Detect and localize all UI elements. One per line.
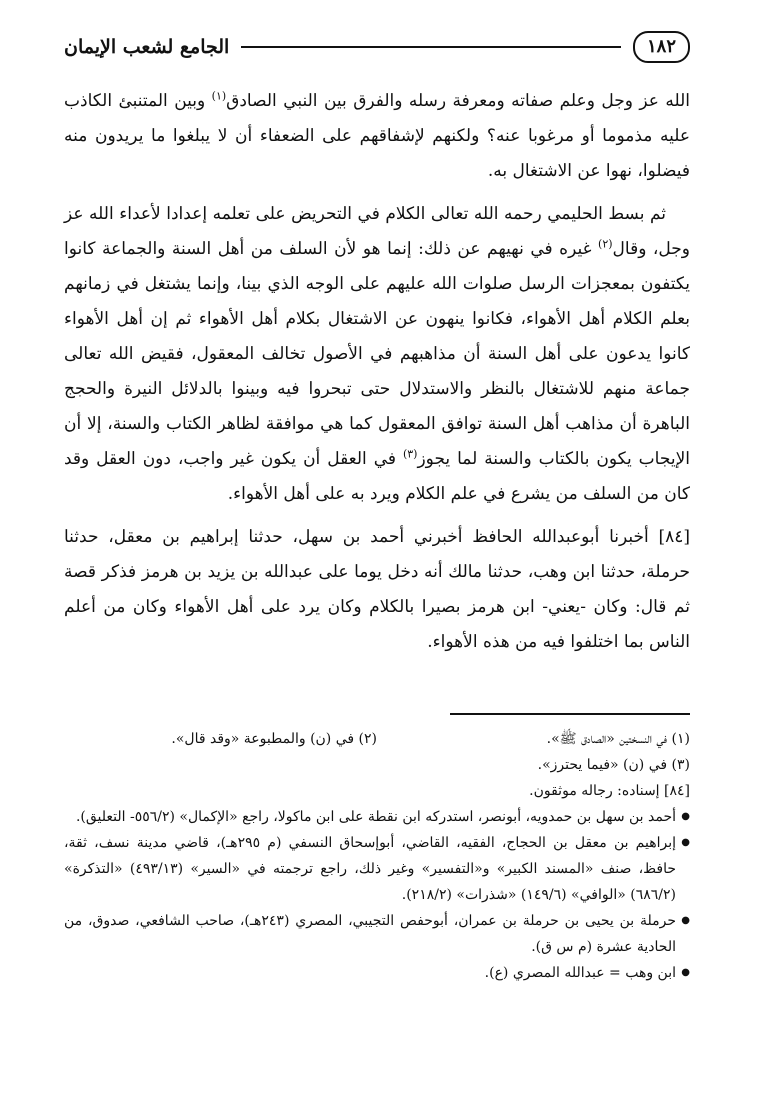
paragraph-1 (64, 84, 690, 189)
p2-text-c: في العقل أن يكون غير واجب، دون العقل وقد كان من السلف من يشرع في علم الكلام ويرد به على أهل الأهواء. (64, 449, 690, 504)
p2-text-b: غيره في نهيهم عن ذلك: إنما هو لأن السلف من أهل السنة والجماعة كانوا يكتفون بمعجزات الرسل صلوات الله عليهم على الوجه الذي بينا، وإنما يشتغل في زمانهم بعلم الكلام أهل الأهواء، فكانوا ينهون عن الاشتغال بكلام أهل الأهواء ثم إن أهل الأهواء كانوا يدعون على أهل السنة أن مذاهبهم في الأصول تخالف المعقول، فقيض الله تعالى جماعة منهم للاشتغال بالنظر والاستدلال حتى تبحروا فيه وبينوا بالدلائل النيرة والحجج الباهرة أن مذاهب أهل السنة توافق المعقول كما هي موافقة لظاهر الكتاب والسنة، إلا أن الإيجاب يكون بالكتاب والسنة لما يجوز (64, 239, 690, 469)
footnote-3: (٣) في (ن) «فيما يحترز». (537, 757, 690, 773)
narrator-item: ● إبراهيم بن معقل بن الحجاج، الفقيه، القاضي، أبوإسحاق النسفي (م ٢٩٥هـ)، قاضي مدينة نسف، ثقة، حافظ، صنف «المسند الكبير» و«التفسير» وغير ذلك، راجع ترجمته في «السير» (٤٩٣/١٣) «التذكرة» (٦٨٦/٢) «الوافي» (١٤٩/٦) «شذرات» (٢١٨/٢). (64, 830, 690, 908)
narrator-item: ● أحمد بن سهل بن حمدويه، أبونصر، استدركه ابن نقطة على ابن ماكولا، راجع «الإكمال» (٥٥٦/٢- التعليق). (64, 804, 690, 830)
isnad-note: [٨٤] إسناده: رجاله موثقون. (529, 783, 690, 799)
p1-text-b: وبين المتنبئ الكاذب عليه مذموما أو مرغوبا عنه؟ ولكنهم لإشفاقهم على الضعفاء أن لا يبلغوا ما يريدون منه فيضلوا، نهوا عن الاشتغال به. (64, 91, 690, 181)
paragraph-2 (64, 197, 690, 512)
narrator-item: ● حرملة بن يحيى بن حرملة بن عمران، أبوحفص التجيبي، المصري (٢٤٣هـ)، صاحب الشافعي، صدوق، من الحادية عشرة (م س ق). (64, 908, 690, 960)
p2-text-a: ثم بسط الحليمي رحمه الله تعالى الكلام في التحريض على تعلمه إعدادا لأعداء الله عز وجل، وقال (64, 204, 690, 259)
narrator-item: ● ابن وهب = عبدالله المصري (ع). (64, 960, 690, 986)
footnote-2: (٢) في (ن) والمطبوعة «وقد قال». (171, 731, 377, 747)
running-header (64, 30, 690, 64)
page-number: ١٨٢ (633, 31, 690, 63)
footnote-separator (450, 713, 690, 715)
p1-text-a: الله عز وجل وعلم صفاته ومعرفة رسله والفرق بين النبي الصادق (226, 91, 690, 111)
footnote-ref-2: (٢) (598, 237, 613, 251)
hadith-84: [٨٤] أخبرنا أبوعبدالله الحافظ أخبرني أحمد بن سهل، حدثنا إبراهيم بن معقل، حدثنا حرملة، حدثنا ابن وهب، حدثنا مالك أنه دخل يوما على عبدالله بن يزيد بن هرمز فذكر قصة ثم قال: وكان -يعني- ابن هرمز بصيرا بالكلام وكان يرد على أهل الأهواء وكان من أعلم الناس بما اختلفوا فيه من هذه الأهواء. (64, 527, 690, 652)
narrator-list (64, 804, 690, 986)
footnotes (64, 726, 690, 986)
book-title: الجامع لشعب الإيمان (64, 36, 230, 58)
footnote-row (64, 726, 690, 752)
footnote-1: (١) في النسختين «الصادق ﷺ». (546, 731, 690, 747)
footnote-ref-3: (٣) (402, 447, 418, 461)
footnote-ref-1: (١) (211, 89, 227, 103)
main-text (64, 84, 690, 660)
header-rule (241, 46, 621, 48)
